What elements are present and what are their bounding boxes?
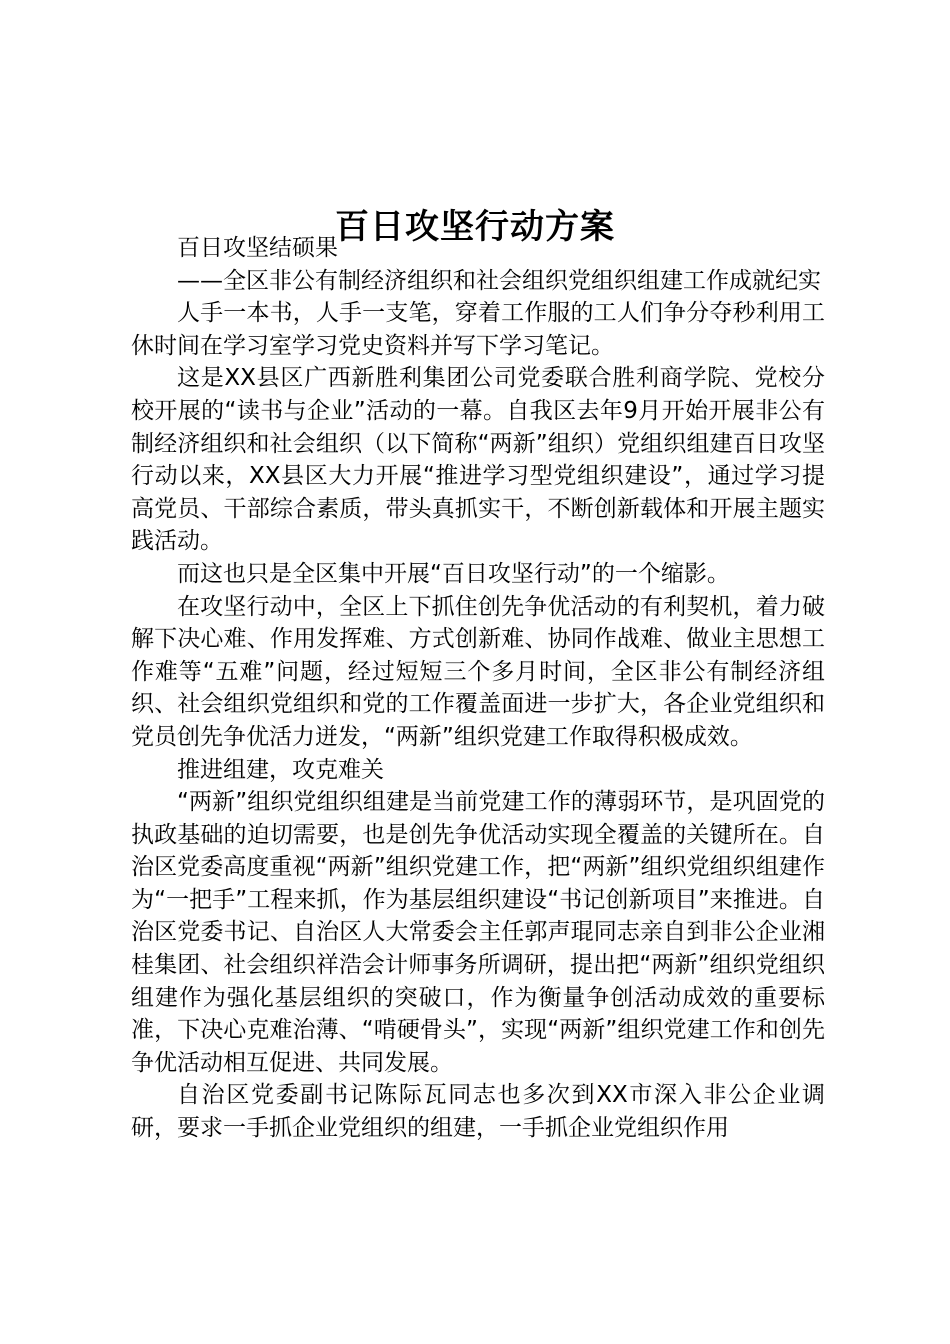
section-heading-paragraph: 推进组建，攻克难关	[177, 756, 384, 783]
body-paragraph: 而这也只是全区集中开展“百日攻坚行动”的一个缩影。	[177, 560, 730, 587]
subtitle-tagline-paragraph: ——全区非公有制经济组织和社会组织党组织组建工作成就纪实	[177, 267, 821, 294]
body-paragraph: 人手一本书，人手一支笔，穿着工作服的工人们争分夺秒利用工休时间在学习室学习党史资料并写下学习笔记。	[131, 300, 825, 359]
body-paragraph: “两新”组织党组织组建是当前党建工作的薄弱环节，是巩固党的执政基础的迫切需要，也是创先争优活动实现全覆盖的关键所在。自治区党委高度重视“两新”组织党建工作，把“两新”组织党组织组建作为“一把手”工程来抓，作为基层组织建设“书记创新项目”来推进。自治区党委书记、自治区人大常委会主任郭声琨同志亲自到非公企业湘桂集团、社会组织祥浩会计师事务所调研，提出把“两新”组织党组织组建作为强化基层组织的突破口，作为衡量争创活动成效的重要标准，下决心克难治薄、“啃硬骨头”，实现“两新”组织党建工作和创先争优活动相互促进、共同发展。	[131, 789, 825, 1076]
document-title: 百日攻坚行动方案	[335, 206, 615, 247]
body-paragraph: 自治区党委副书记陈际瓦同志也多次到XX市深入非公企业调研，要求一手抓企业党组织的组建，一手抓企业党组织作用	[131, 1082, 825, 1142]
document-body	[131, 232, 825, 1145]
subtitle-paragraph: 百日攻坚结硕果	[177, 235, 338, 261]
body-paragraph: 这是XX县区广西新胜利集团公司党委联合胜利商学院、党校分校开展的“读书与企业”活动的一幕。自我区去年9月开始开展非公有制经济组织和社会组织（以下简称“两新”组织）党组织组建百日攻坚行动以来，XX县区大力开展“推进学习型党组织建设”，通过学习提高党员、干部综合素质，带头真抓实干，不断创新载体和开展主题实践活动。	[131, 365, 825, 555]
body-paragraph: 在攻坚行动中，全区上下抓住创先争优活动的有利契机，着力破解下决心难、作用发挥难、方式创新难、协同作战难、做业主思想工作难等“五难”问题，经过短短三个多月时间，全区非公有制经济组织、社会组织党组织和党的工作覆盖面进一步扩大，各企业党组织和党员创先争优活力迸发，“两新”组织党建工作取得积极成效。	[131, 593, 825, 750]
